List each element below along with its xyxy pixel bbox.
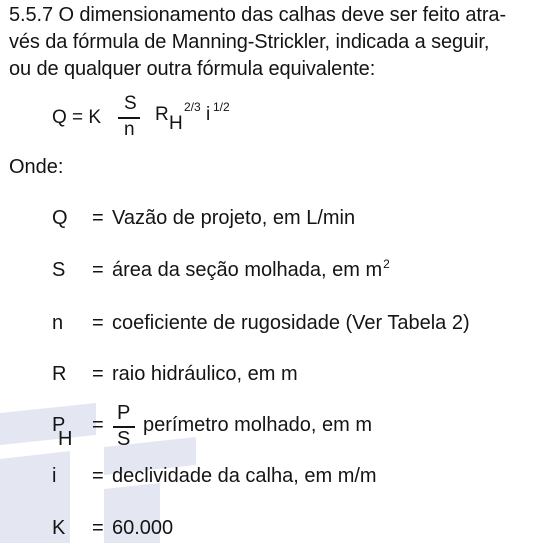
ph-equals: = bbox=[92, 414, 104, 436]
definition-description-text: área da seção molhada, em m bbox=[112, 259, 383, 281]
definition-equals: = bbox=[92, 517, 104, 539]
definition-row-r bbox=[0, 363, 541, 393]
ph-numerator: P bbox=[117, 402, 131, 424]
definition-equals: = bbox=[92, 259, 104, 281]
definition-description: 60.000 bbox=[112, 517, 174, 539]
ph-symbol: P bbox=[52, 414, 66, 436]
definition-description: coeficiente de rugosidade (Ver Tabela 2) bbox=[112, 312, 470, 334]
formula-denominator: n bbox=[124, 119, 135, 140]
onde-label: Onde: bbox=[9, 156, 64, 178]
formula-numerator: S bbox=[124, 93, 137, 114]
ph-denominator: S bbox=[117, 428, 131, 450]
definition-row-s bbox=[0, 259, 541, 289]
definition-equals: = bbox=[92, 312, 104, 334]
formula-lhs: Q = K bbox=[52, 107, 102, 128]
definition-row-q bbox=[0, 207, 541, 237]
definition-equals: = bbox=[92, 363, 104, 385]
definition-symbol: Q bbox=[52, 207, 68, 229]
definition-description: Vazão de projeto, em L/min bbox=[112, 207, 356, 229]
ph-description: perímetro molhado, em m bbox=[143, 414, 372, 436]
definition-equals: = bbox=[92, 465, 104, 487]
definition-symbol: K bbox=[52, 517, 66, 539]
definition-equals: = bbox=[92, 207, 104, 229]
definition-symbol: S bbox=[52, 259, 66, 281]
definition-description: declividade da calha, em m/m bbox=[112, 465, 377, 487]
ph-subscript: H bbox=[58, 428, 73, 450]
definition-symbol: R bbox=[52, 363, 67, 385]
formula-r-subscript: H bbox=[169, 113, 183, 134]
section-paragraph bbox=[9, 2, 537, 83]
formula-i-exponent: 1/2 bbox=[213, 100, 230, 114]
definition-superscript: 2 bbox=[383, 257, 390, 271]
definition-row-n bbox=[0, 312, 541, 342]
definition-row-k bbox=[0, 517, 541, 543]
definition-row-i bbox=[0, 465, 541, 495]
definition-description: raio hidráulico, em m bbox=[112, 363, 298, 385]
definition-description bbox=[112, 259, 390, 282]
formula-r: R bbox=[155, 104, 169, 125]
paragraph-line-3: ou de qualquer outra fórmula equivalente: bbox=[9, 58, 376, 80]
formula-i: i bbox=[206, 104, 211, 125]
definition-symbol: n bbox=[52, 312, 64, 334]
definition-symbol: i bbox=[52, 465, 57, 487]
formula-r-exponent: 2/3 bbox=[184, 100, 201, 114]
paragraph-line-2: vés da fórmula de Manning-Strickler, indicada a seguir, bbox=[9, 31, 490, 53]
definition-row-ph bbox=[0, 402, 541, 458]
paragraph-line-1: 5.5.7 O dimensionamento das calhas deve ser feito atra- bbox=[9, 4, 507, 26]
